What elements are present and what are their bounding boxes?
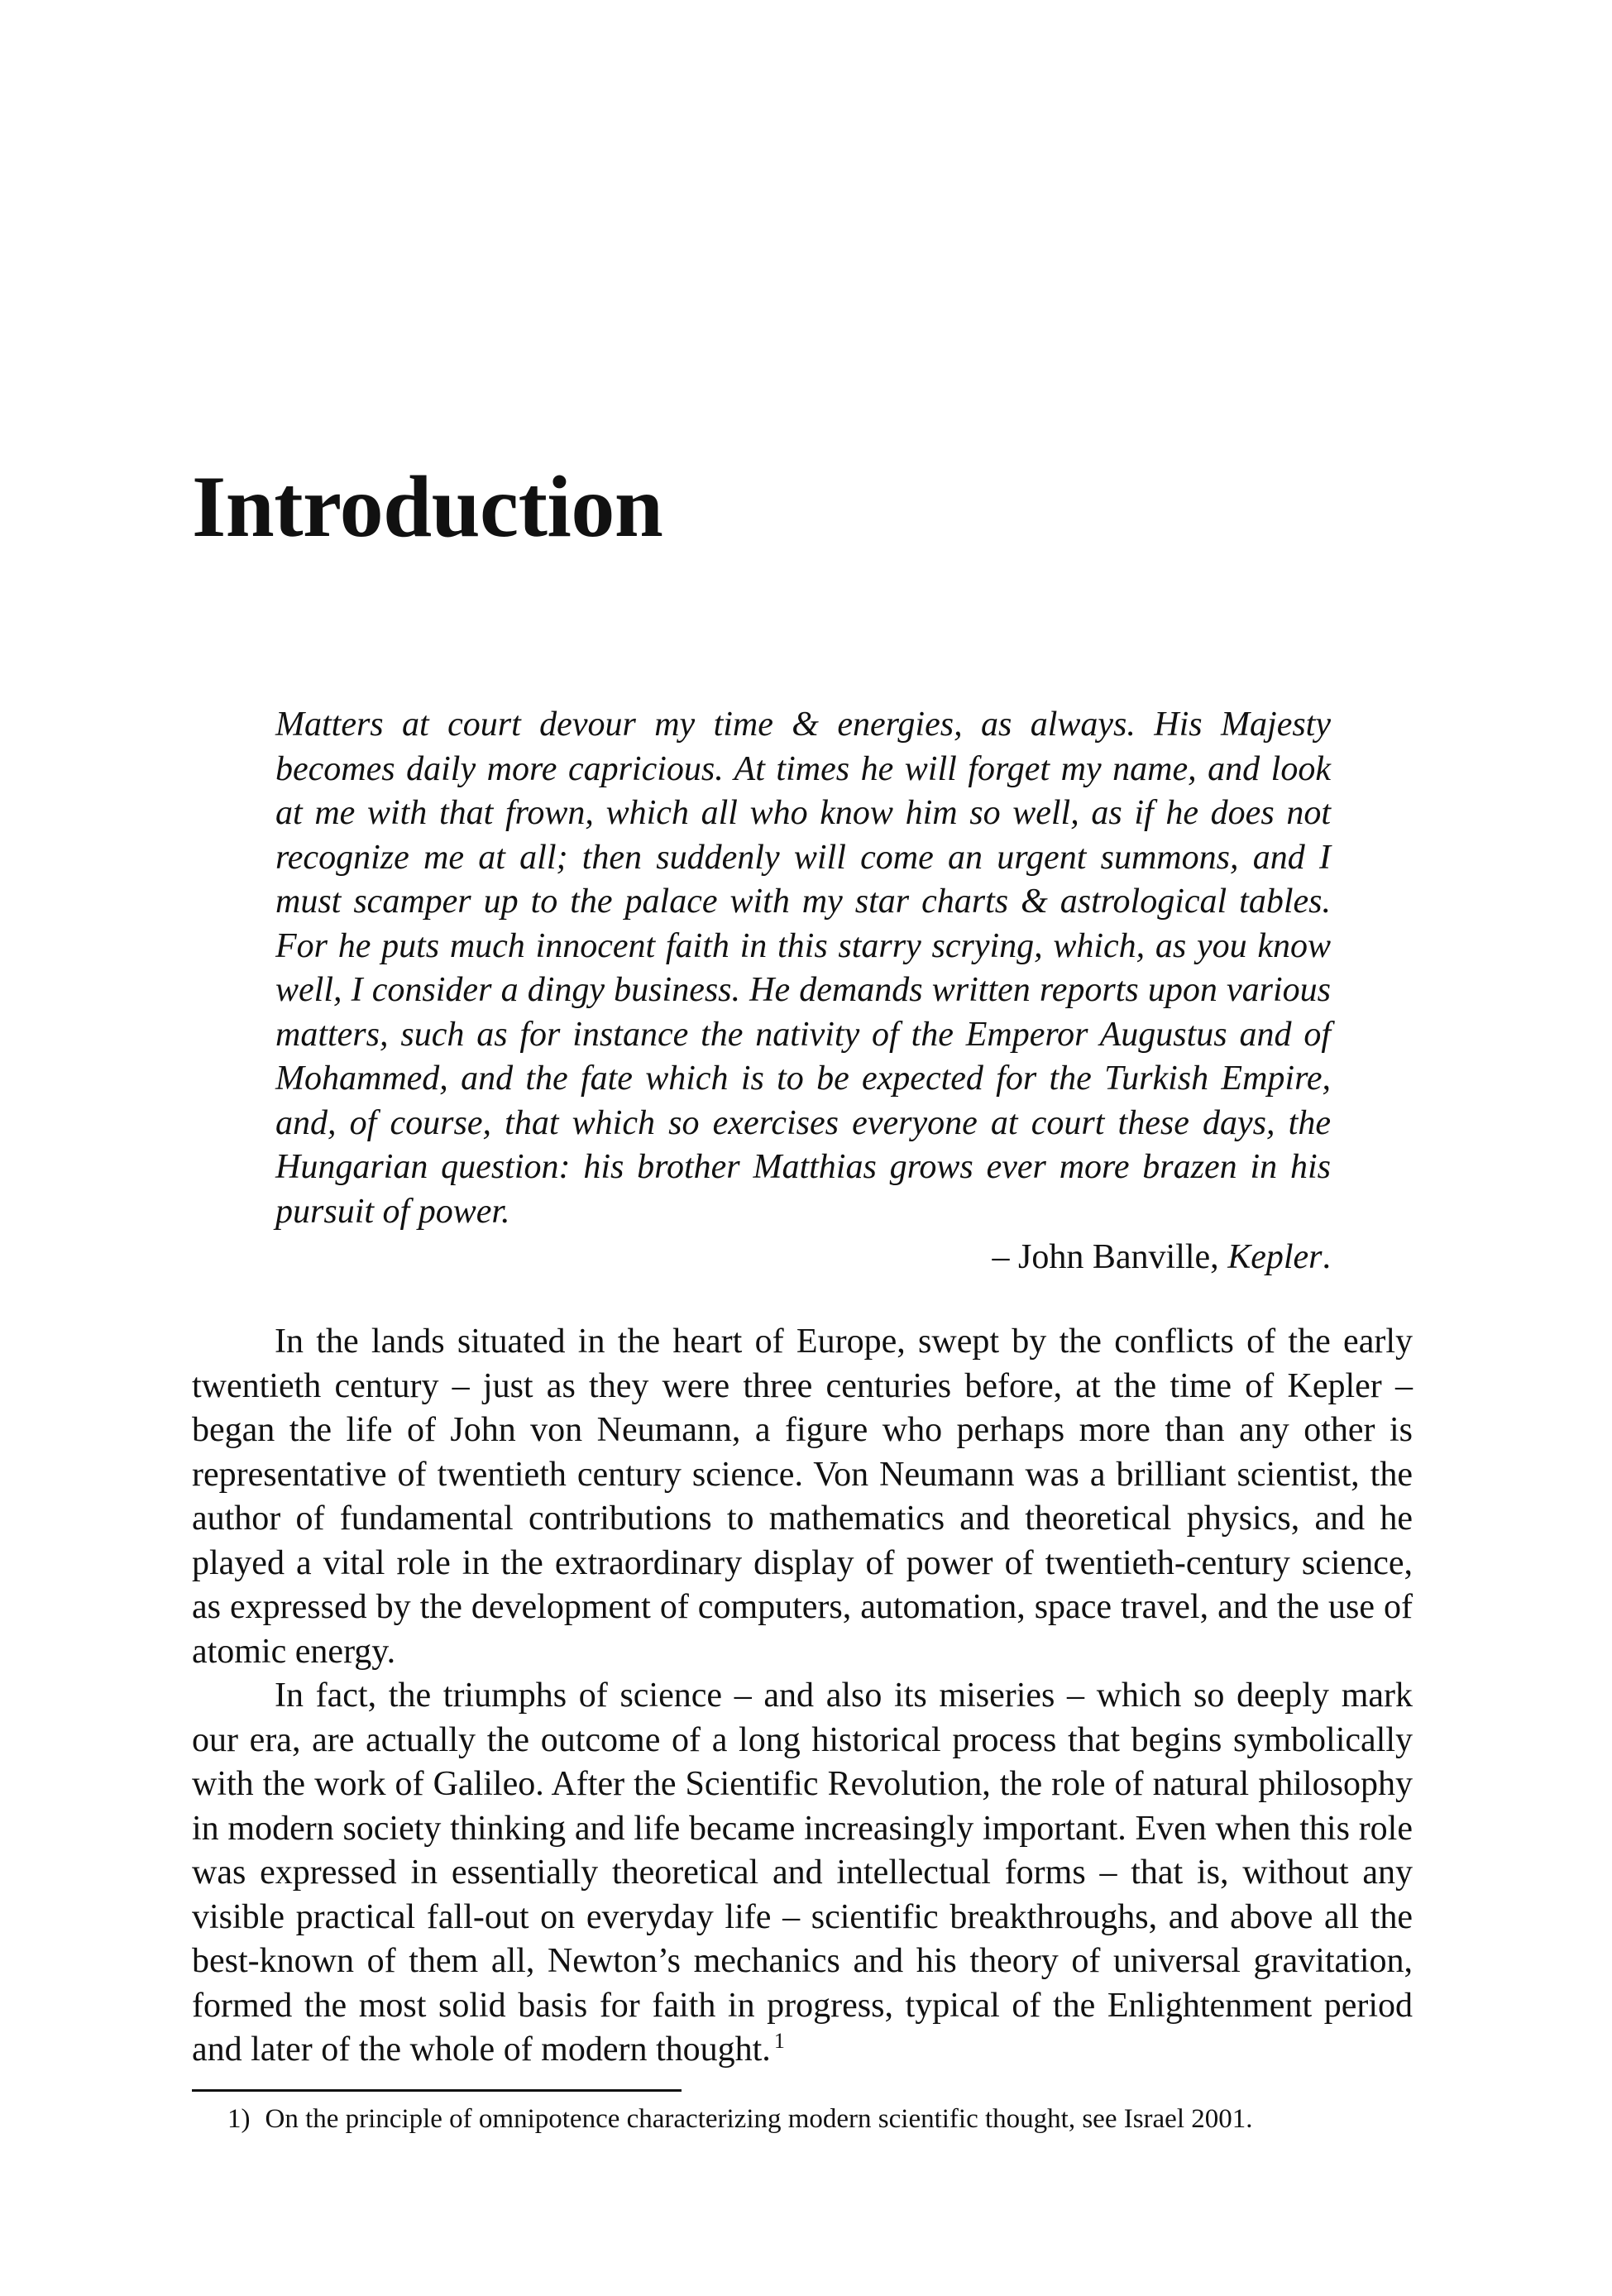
attribution-author: – John Banville, (992, 1238, 1228, 1276)
epigraph-attribution (275, 1236, 1331, 1280)
body-paragraph-1: In the lands situated in the heart of Europe, swept by the conflicts of the early twentieth century – just as they were three centuries before, at the time of Kepler – began the life of John von Neumann, a figure who perhaps more than any other is representative of twentieth century science. Von Neumann was a brilliant scientist, the author of fundamental contributions to mathematics and theoretical physics, and he played a vital role in the extraordinary display of power of twentieth-century science, as expressed by the development of computers, automation, space travel, and the use of atomic energy. (192, 1323, 1413, 1671)
body-text (192, 1320, 1413, 2073)
footnote-text: On the principle of omnipotence characterizing modern scientific thought, see Israel 2001. (265, 2104, 1253, 2134)
body-paragraph-2-text: In fact, the triumphs of science – and also its miseries – which so deeply mark our era, are actually the outcome of a long historical process that begins symbolically with the work of Galileo. After the Scientific Revolution, the role of natural philosophy in modern society thinking and life became increasingly important. Even when this role was expressed in essentially theoretical and intellectual forms – that is, without any visible practical fall-out on everyday life – scientific breakthroughs, and above all the best-known of them all, Newton’s mechanics and his theory of universal gravitation, formed the most solid basis for faith in progress, typical of the Enlightenment period and later of the whole of modern thought. (192, 1677, 1413, 2069)
footnote-number: 1) (227, 2104, 251, 2134)
body-paragraph-2 (192, 1674, 1413, 2073)
attribution-period: . (1322, 1238, 1331, 1276)
epigraph-quote: Matters at court devour my time & energies, as always. His Majesty becomes daily more capricious. At times he will forget my name, and look at me with that frown, which all who know him so well, as if he does not recognize me at all; then suddenly will come an urgent summons, and I must scamper up to the palace with my star charts & astrological tables. For he puts much innocent faith in this starry scrying, which, as you know well, I consider a dingy business. He demands written reports upon various matters, such as for instance the nativity of the Emperor Augustus and of Mohammed, and the fate which is to be expected for the Turkish Empire, and, of course, that which so exercises everyone at court these days, the Hungarian question: his brother Matthias grows ever more brazen in his pursuit of power. (275, 706, 1331, 1231)
footnote-reference[interactable]: 1 (773, 2029, 785, 2053)
footnote (227, 2101, 1410, 2137)
attribution-work-title: Kepler (1227, 1238, 1323, 1276)
epigraph (275, 703, 1331, 1280)
footnote-divider (192, 2089, 682, 2092)
page-title: Introduction (192, 458, 663, 555)
